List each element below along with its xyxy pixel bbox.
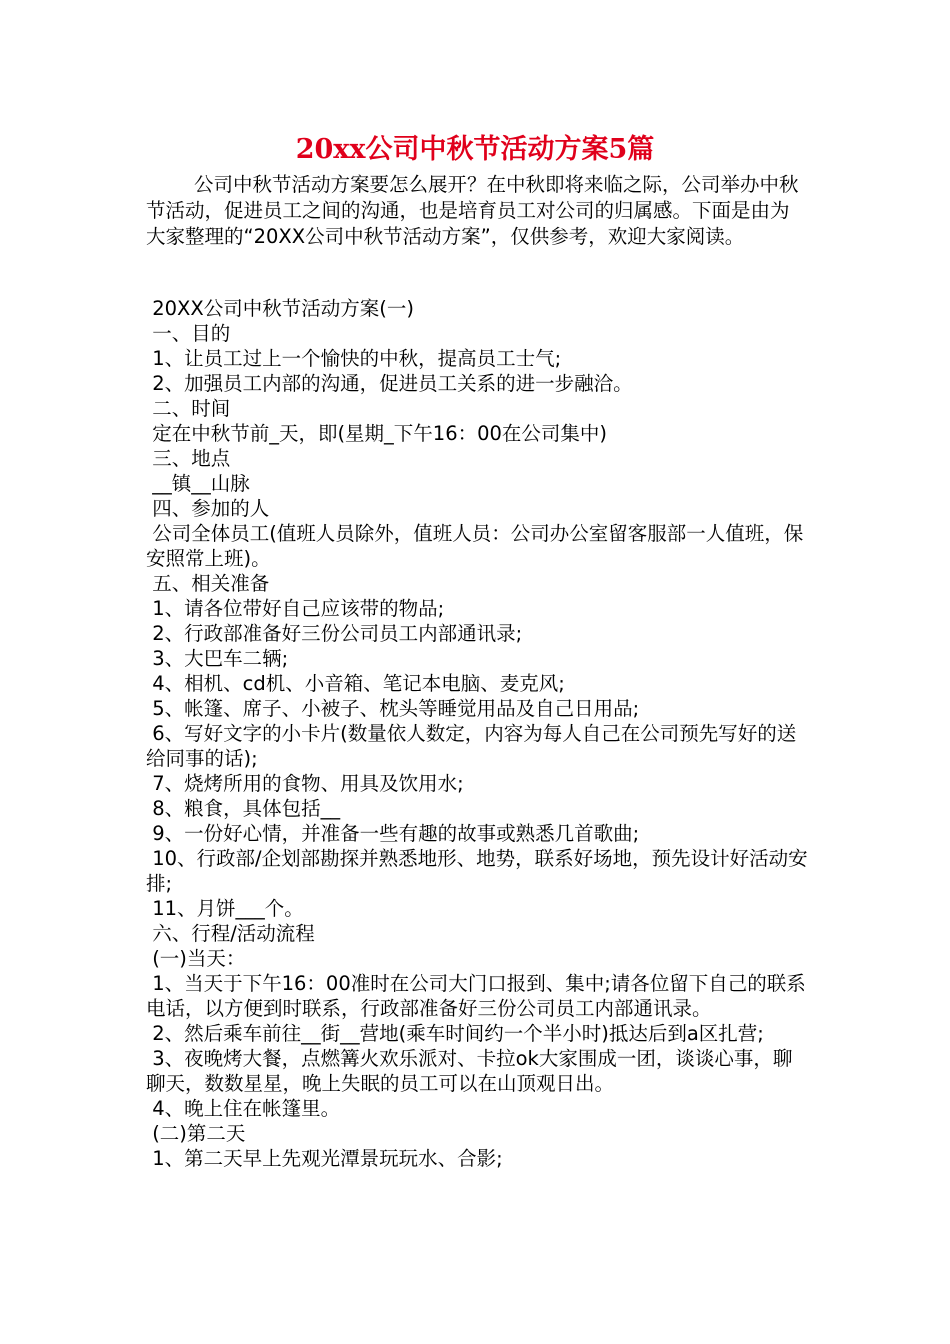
body-line: 4、晚上住在帐篷里。 bbox=[146, 1097, 341, 1120]
body-line: 1、当天于下午16：00准时在公司大门口报到、集中;请各位留下自己的联系电话，以方便到时联系，行政部准备好三份公司员工内部通讯录。 bbox=[146, 972, 806, 1020]
body-line: 1、第二天早上先观光潭景玩玩水、合影; bbox=[146, 1147, 503, 1170]
body-line: 公司全体员工(值班人员除外，值班人员：公司办公室留客服部一人值班，保安照常上班)。 bbox=[146, 522, 804, 570]
body-line: 一、目的 bbox=[146, 322, 231, 345]
body-line: 10、行政部/企划部勘探并熟悉地形、地势，联系好场地，预先设计好活动安排; bbox=[146, 847, 808, 895]
body-line: 6、写好文字的小卡片(数量依人数定，内容为每人自己在公司预先写好的送给同事的话); bbox=[146, 722, 797, 770]
body-line: 3、夜晚烤大餐，点燃篝火欢乐派对、卡拉ok大家围成一团，谈谈心事，聊聊天，数数星星，晚上失眠的员工可以在山顶观日出。 bbox=[146, 1047, 793, 1095]
body-line: 五、相关准备 bbox=[146, 572, 270, 595]
body-line: 1、让员工过上一个愉快的中秋，提高员工士气; bbox=[146, 347, 562, 370]
body-line: 2、加强员工内部的沟通，促进员工关系的进一步融洽。 bbox=[146, 372, 633, 395]
body-line: (一)当天： bbox=[146, 947, 246, 970]
body-line: (二)第二天 bbox=[146, 1122, 246, 1145]
body-line: 二、时间 bbox=[146, 397, 231, 420]
body-line: 5、帐篷、席子、小被子、枕头等睡觉用品及自己日用品; bbox=[146, 697, 640, 720]
document-title: 20xx公司中秋节活动方案5篇 bbox=[295, 134, 655, 165]
body-line: 9、一份好心情，并准备一些有趣的故事或熟悉几首歌曲; bbox=[146, 822, 640, 845]
body-line: 1、请各位带好自己应该带的物品; bbox=[146, 597, 445, 620]
body-line: 11、月饼___个。 bbox=[146, 897, 304, 920]
body-line: 20XX公司中秋节活动方案(一) bbox=[146, 297, 414, 320]
body-line: 4、相机、cd机、小音箱、笔记本电脑、麦克风; bbox=[146, 672, 565, 695]
document-body bbox=[146, 296, 810, 1171]
intro-paragraph: 公司中秋节活动方案要怎么展开？在中秋即将来临之际，公司举办中秋节活动，促进员工之间的沟通，也是培育员工对公司的归属感。下面是由为大家整理的“20XX公司中秋节活动方案”，仅供参考，欢迎大家阅读。 bbox=[146, 173, 799, 248]
body-line: 六、行程/活动流程 bbox=[146, 922, 315, 945]
body-line: 2、然后乘车前往__街__营地(乘车时间约一个半小时)抵达后到a区扎营; bbox=[146, 1022, 764, 1045]
body-line: 3、大巴车二辆; bbox=[146, 647, 289, 670]
body-line: 7、烧烤所用的食物、用具及饮用水; bbox=[146, 772, 464, 795]
body-line: __镇__山脉 bbox=[146, 472, 250, 495]
body-line: 四、参加的人 bbox=[146, 497, 270, 520]
body-line: 8、粮食，具体包括__ bbox=[146, 797, 341, 820]
body-line: 定在中秋节前_天，即(星期_下午16：00在公司集中) bbox=[146, 422, 608, 445]
body-line: 2、行政部准备好三份公司员工内部通讯录; bbox=[146, 622, 523, 645]
body-line: 三、地点 bbox=[146, 447, 231, 470]
